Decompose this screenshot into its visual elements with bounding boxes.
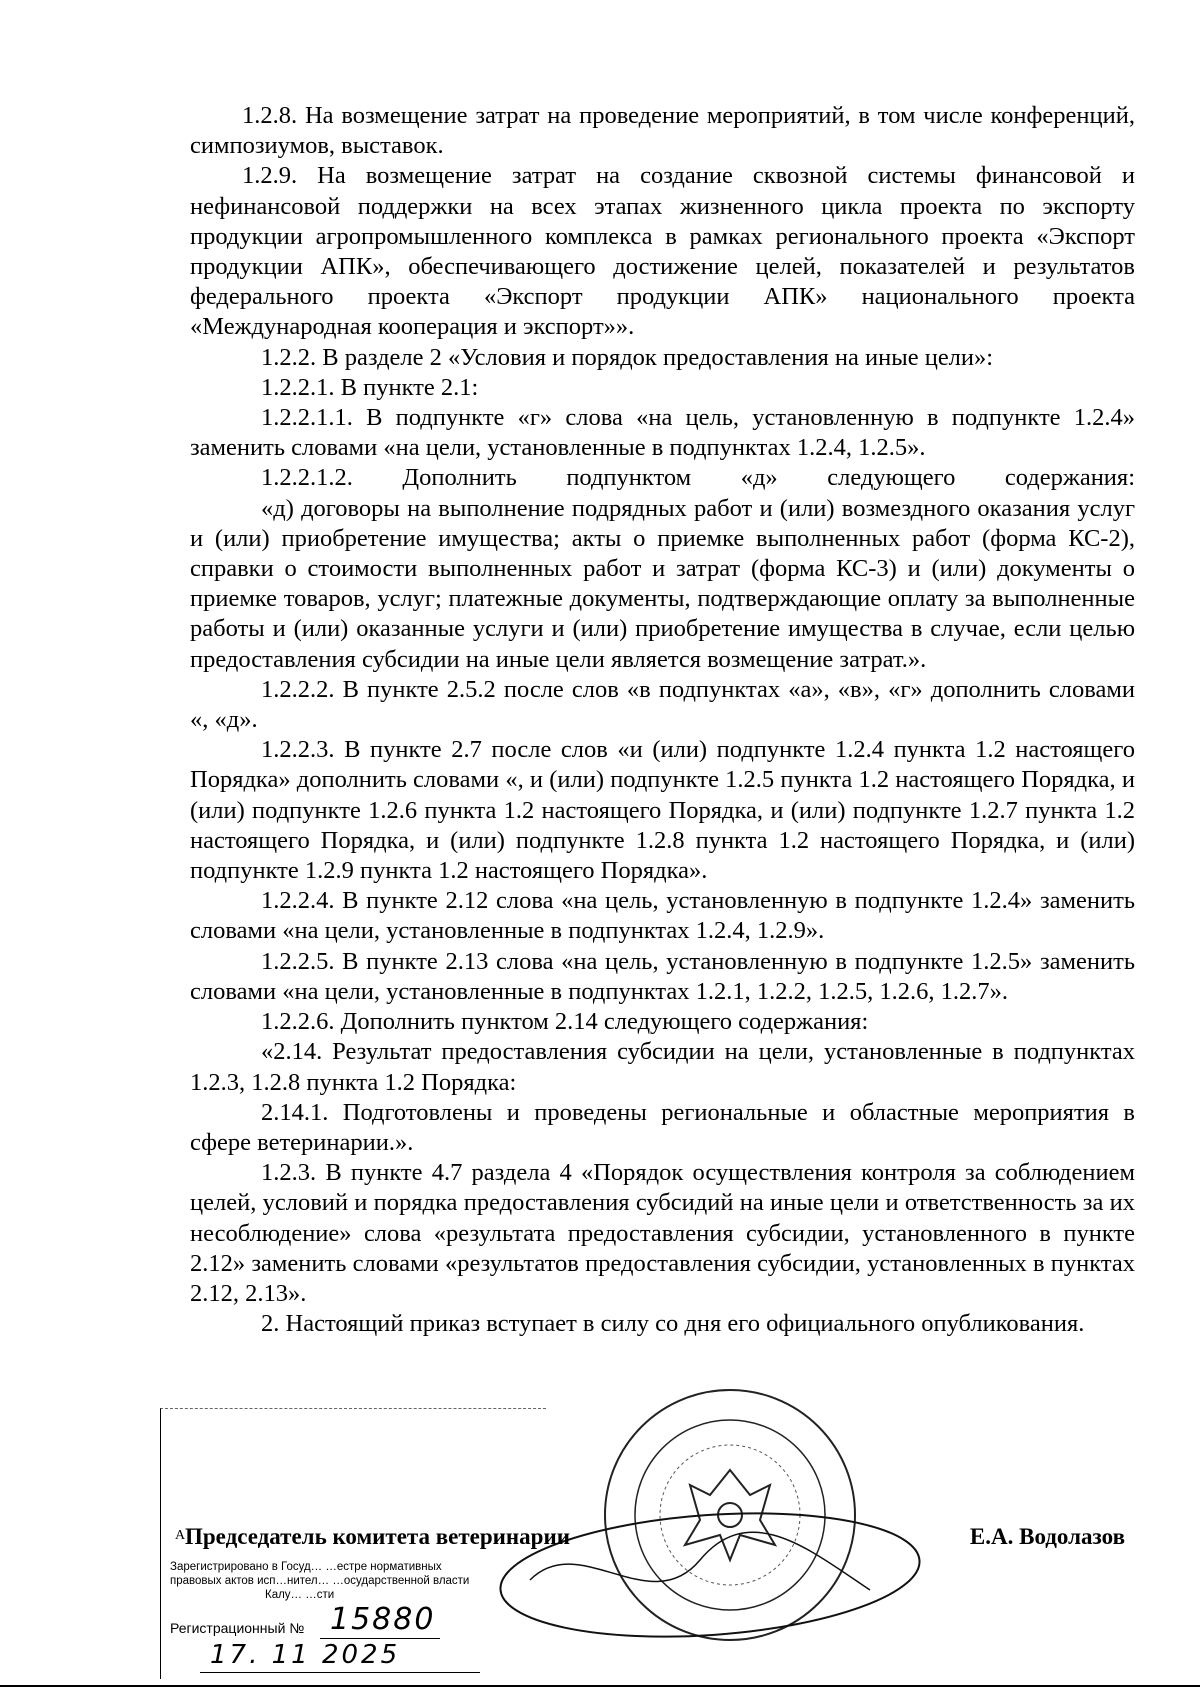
paragraph: 1.2.2. В разделе 2 «Условия и порядок предоставления на иные цели»: [261, 343, 994, 371]
paragraph: 1.2.2.1.1. В подпункте «г» слова «на цель, установленную в подпункте 1.2.4» заменить словами «на цели, установленные в подпунктах 1.2.4, 1.2.5». [190, 404, 1135, 462]
paragraph: 1.2.2.3. В пункте 2.7 после слов «и (или) подпункте 1.2.4 пункта 1.2 настоящего Порядка» дополнить словами «, и (или) подпункте 1.2.5 пункта 1.2 настоящего Порядка, и (или) подпункте 1.2.6 пункта 1.2 настоящего Порядка, и (или) подпункте 1.2.7 пункта 1.2 настоящего Порядка, и (или) подпункте 1.2.8 пункта 1.2 настоящего Порядка, и (или) подпункте 1.2.9 пункта 1.2 настоящего Порядка». [190, 736, 1135, 885]
registration-line: правовых актов исп…нител… …осударственной власти [170, 1575, 470, 1587]
registration-line: Калу… …сти [265, 1589, 335, 1601]
paragraph [190, 463, 1135, 493]
document-body [190, 101, 1135, 1339]
registration-number: 15880 [330, 1602, 436, 1637]
paragraph: 1.2.2.2. В пункте 2.5.2 после слов «в подпунктах «а», «в», «г» дополнить словами «, «д». [190, 675, 1135, 734]
paragraph: 1.2.8. На возмещение затрат на проведение мероприятий, в том числе конференций, симпозиумов, выставок. [190, 102, 1135, 160]
word: Дополнить [402, 464, 517, 492]
registration-label: Регистрационный № [170, 1620, 305, 1636]
registration-number-underline [320, 1638, 440, 1639]
registration-line: Зарегистрировано в Госуд… …естре нормативных [170, 1561, 442, 1573]
signature-name: Е.А. Водолазов [969, 1524, 1125, 1549]
signature-title: Председатель комитета ветеринарии [185, 1524, 570, 1549]
registration-text [170, 1560, 550, 1602]
registration-date-underline [200, 1672, 480, 1673]
paragraph: «2.14. Результат предоставления субсидии на цели, установленные в подпунктах 1.2.3, 1.2.8 пункта 1.2 Порядка: [190, 1038, 1135, 1096]
word: подпунктом [566, 464, 692, 492]
paragraph: 2. Настоящий приказ вступает в силу со дня его официального опубликования. [261, 1310, 1085, 1338]
paragraph: 2.14.1. Подготовлены и проведены региональные и областные мероприятия в сфере ветеринарии.». [190, 1098, 1135, 1156]
word: содержания: [1004, 464, 1135, 492]
page-bottom-rule [0, 1685, 1200, 1687]
word: следующего [827, 464, 956, 492]
paragraph: 1.2.2.5. В пункте 2.13 слова «на цель, установленную в подпункте 1.2.5» заменить словами «на цели, установленные в подпунктах 1.2.1, 1.2.2, 1.2.5, 1.2.6, 1.2.7». [190, 947, 1135, 1005]
paragraph: 1.2.2.4. В пункте 2.12 слова «на цель, установленную в подпункте 1.2.4» заменить словами «на цели, установленные в подпунктах 1.2.4, 1.2.9». [190, 887, 1135, 945]
signature-scribble-icon [490, 1490, 930, 1650]
signature-mark: А [175, 1528, 186, 1543]
paragraph: 1.2.9. На возмещение затрат на создание сквозной системы финансовой и нефинансовой поддержки на всех этапах жизненного цикла проекта по экспорту продукции агропромышленного комплекса в рамках регионального проекта «Экспорт продукции АПК», обеспечивающего достижение целей, показателей и результатов федерального проекта «Экспорт продукции АПК» национального проекта «Международная кооперация и экспорт»». [190, 162, 1135, 341]
registration-date: 17. 11 2025 [210, 1640, 401, 1670]
paragraph: 1.2.2.6. Дополнить пунктом 2.14 следующего содержания: [261, 1008, 869, 1036]
paragraph: 1.2.3. В пункте 4.7 раздела 4 «Порядок осуществления контроля за соблюдением целей, условий и порядка предоставления субсидий на иные цели и ответственность за их несоблюдение» слова «результата предоставления субсидии, установленного в пункте 2.12» заменить словами «результатов предоставления субсидии, установленных в пунктах 2.12, 2.13». [190, 1159, 1135, 1307]
paragraph: 1.2.2.1. В пункте 2.1: [261, 373, 479, 401]
signature-row [185, 1524, 1125, 1550]
word: «д» [740, 464, 778, 492]
paragraph: «д) договоры на выполнение подрядных работ и (или) возмездного оказания услуг и (или) приобретение имущества; акты о приемке выполненных работ (форма КС-2), справки о стоимости выполненных работ и затрат (форма КС-3) и (или) документы о приемке товаров, услуг; платежные документы, подтверждающие оплату за выполненные работы и (или) оказанные услуги и (или) приобретение имущества в случае, если целью предоставления субсидии на иные цели является возмещение затрат.». [190, 494, 1135, 673]
word: 1.2.2.1.2. [261, 464, 353, 492]
